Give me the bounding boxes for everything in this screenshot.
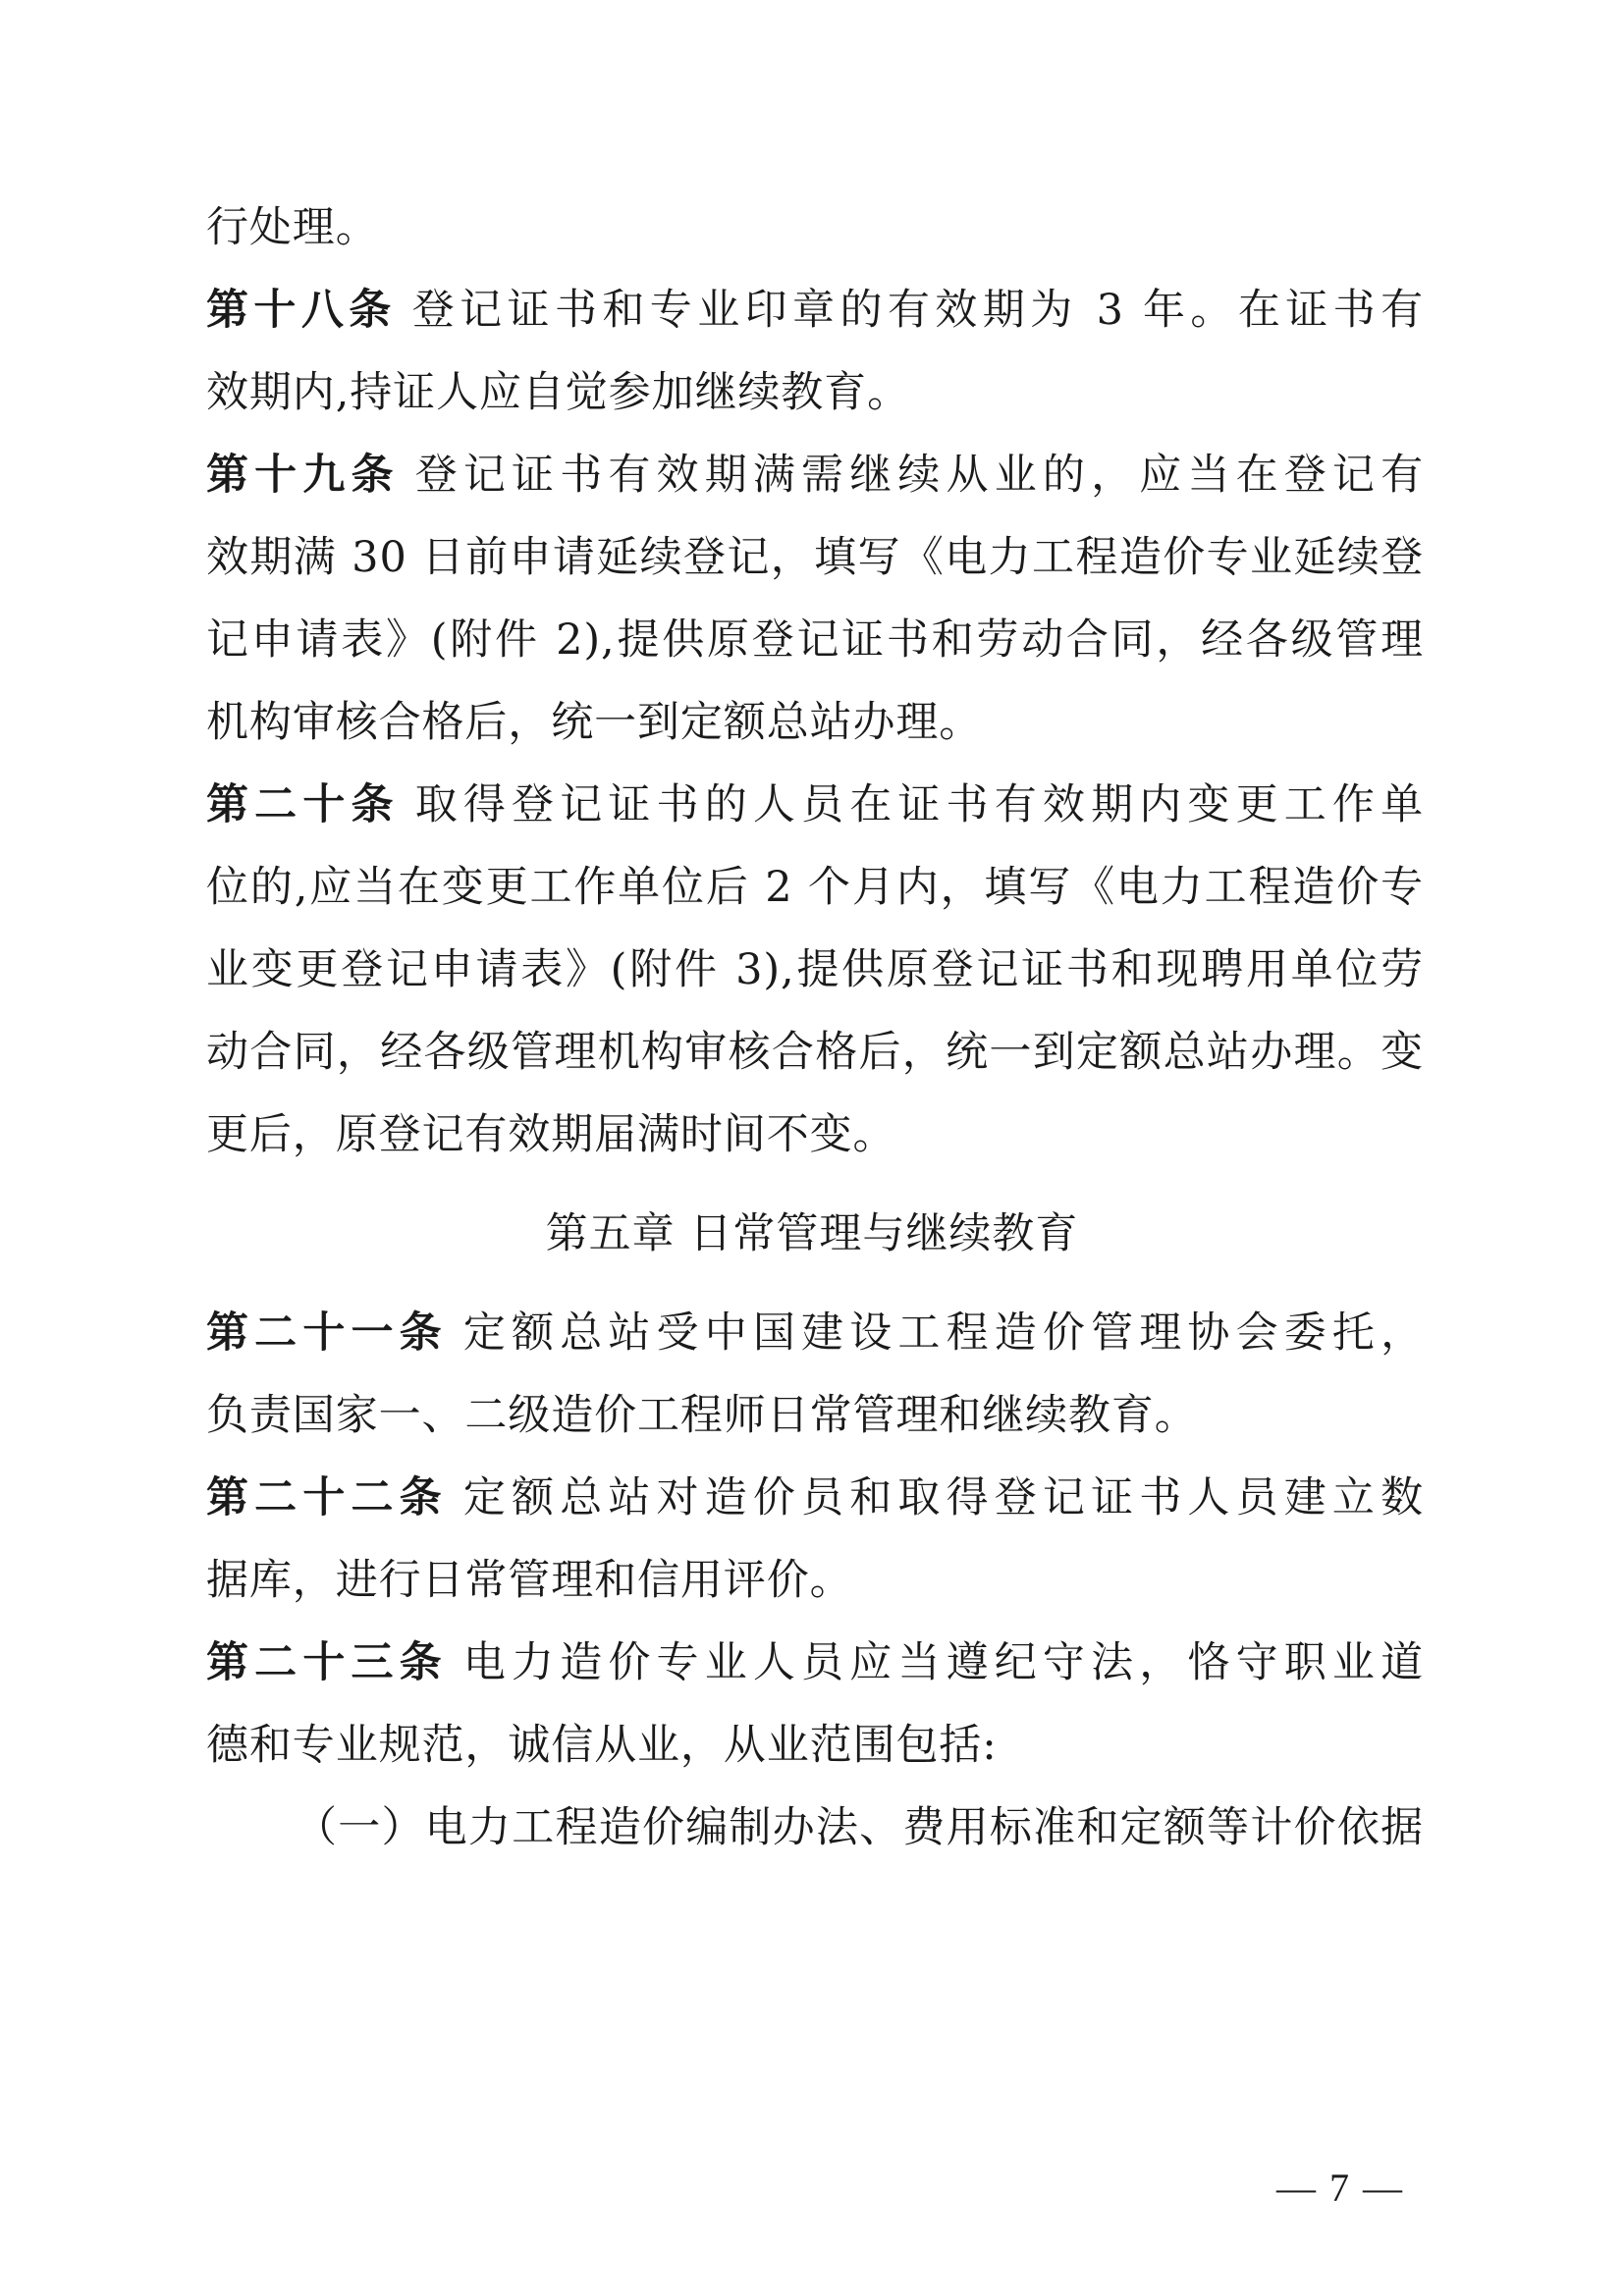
text-line: 行处理。 xyxy=(206,203,379,252)
article-21-line-1: 第二十一条 定额总站受中国建设工程造价管理协会委托， xyxy=(206,1308,1425,1358)
article-23-label: 第二十三条 xyxy=(206,1638,448,1687)
article-21-line-2: 负责国家一、二级造价工程师日常管理和继续教育。 xyxy=(206,1391,1198,1440)
article-18-label: 第十八条 xyxy=(206,286,397,335)
article-19-line-1: 第十九条 登记证书有效期满需继续从业的，应当在登记有 xyxy=(206,451,1424,500)
article-20-line-3: 业变更登记申请表》(附件 3),提供原登记证书和现聘用单位劳 xyxy=(206,945,1424,994)
article-20-line-2: 位的,应当在变更工作单位后 2 个月内，填写《电力工程造价专 xyxy=(206,863,1424,912)
article-23-line-2: 德和专业规范，诚信从业，从业范围包括: xyxy=(206,1721,998,1770)
article-22-line-1: 第二十二条 定额总站对造价员和取得登记证书人员建立数 xyxy=(206,1473,1425,1522)
article-23-line-1: 第二十三条 电力造价专业人员应当遵纪守法，恪守职业道 xyxy=(206,1638,1425,1687)
article-22-label: 第二十二条 xyxy=(206,1473,448,1522)
article-19-line-2: 效期满 30 日前申请延续登记，填写《电力工程造价专业延续登 xyxy=(206,533,1424,582)
article-18-line-1: 第十八条 登记证书和专业印章的有效期为 3 年。在证书有 xyxy=(206,286,1424,335)
article-20-line-5: 更后，原登记有效期届满时间不变。 xyxy=(206,1110,896,1159)
article-20-line-1: 第二十条 取得登记证书的人员在证书有效期内变更工作单 xyxy=(206,780,1424,829)
chapter-heading: 第五章 日常管理与继续教育 xyxy=(545,1209,1079,1258)
article-20-line-4: 动合同，经各级管理机构审核合格后，统一到定额总站办理。变 xyxy=(206,1028,1424,1077)
article-21-label: 第二十一条 xyxy=(206,1308,448,1358)
list-item-1: （一）电力工程造价编制办法、费用标准和定额等计价依据 xyxy=(295,1803,1424,1852)
article-19-line-3: 记申请表》(附件 2),提供原登记证书和劳动合同，经各级管理 xyxy=(206,615,1424,665)
article-18-line-2: 效期内,持证人应自觉参加继续教育。 xyxy=(206,368,910,417)
article-22-line-2: 据库，进行日常管理和信用评价。 xyxy=(206,1556,853,1605)
page-number: — 7 — xyxy=(1276,2165,1404,2210)
article-20-label: 第二十条 xyxy=(206,780,400,829)
article-19-line-4: 机构审核合格后，统一到定额总站办理。 xyxy=(206,698,983,747)
article-19-label: 第十九条 xyxy=(206,451,400,500)
